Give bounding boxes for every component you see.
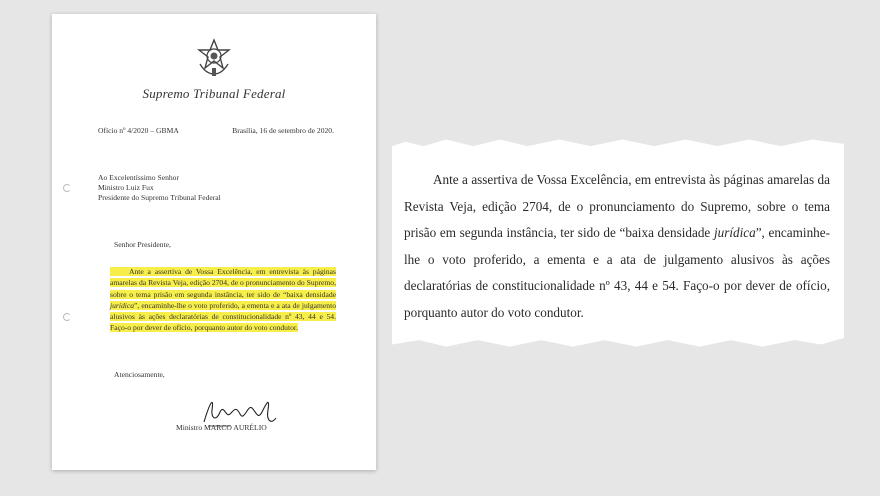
body-part-1: Ante a assertiva de Vossa Excelência, em entrevista às páginas amarelas da Revista Veja, edição 2704, de o pronunciamento do Supremo, sobre o tema prisão em segunda instância, ter sido de “baixa densidade <box>110 267 336 299</box>
coat-of-arms-emblem <box>194 38 234 78</box>
punch-hole-mark <box>63 184 71 192</box>
letter-body <box>110 266 336 334</box>
punch-hole-mark <box>63 313 71 321</box>
greeting: Senhor Presidente, <box>114 240 171 249</box>
excerpt-part-1: Ante a assertiva de Vossa Excelência, em entrevista às páginas amarelas da Revista Veja, edição 2704, de o pronunciamento do Supremo, sobre o tema prisão em segunda instância, ter sido de “baixa densidade <box>404 172 830 240</box>
signature-line: Ministro MARCO AURÉLIO <box>176 423 267 432</box>
excerpt-italic: jurídica <box>713 225 756 240</box>
body-italic: jurídica <box>110 300 135 310</box>
highlighted-text <box>110 267 336 332</box>
recipient-line-3: Presidente do Supremo Tribunal Federal <box>98 193 221 203</box>
excerpt-part-2: ”, encaminhe-lhe o voto proferido, a ementa e a ata de julgamento alusivos às ações declaratórias de constitucionalidade nº 43, 44 e 54. Faço-o por dever de ofício, porquanto autor do voto condutor. <box>404 225 830 320</box>
closing: Atenciosamente, <box>114 370 165 379</box>
body-part-2: ”, encaminhe-lhe o voto proferido, a ementa e a ata de julgamento alusivos às ações declaratórias de constitucionalidade nº 43, 44 e 54. Faço-o por dever de ofício, porquanto autor do voto condutor. <box>110 300 336 333</box>
recipient-line-1: Ao Excelentíssimo Senhor <box>98 173 179 182</box>
court-name: Supremo Tribunal Federal <box>142 86 286 101</box>
recipient-line-2: Ministro Luiz Fux <box>98 183 154 193</box>
oficio-number: Ofício nº 4/2020 – GBMA <box>98 126 179 135</box>
excerpt-text <box>404 167 830 326</box>
letter-date: Brasília, 16 de setembro de 2020. <box>232 126 334 135</box>
recipient-block <box>98 173 221 204</box>
official-letter <box>52 14 376 470</box>
